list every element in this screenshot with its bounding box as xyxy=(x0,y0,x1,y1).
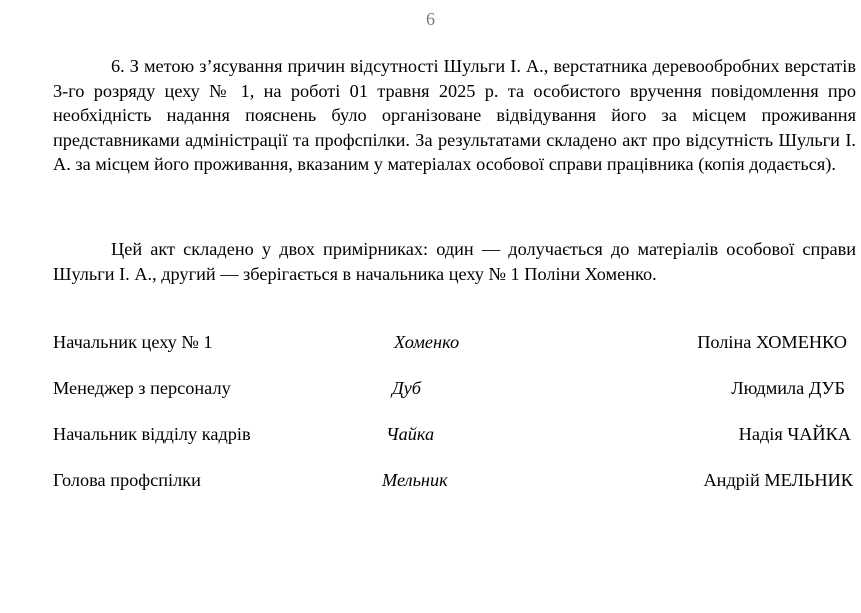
signature-row xyxy=(53,421,853,447)
signature-row xyxy=(53,375,853,401)
signatory-name: Поліна ХОМЕНКО xyxy=(697,332,847,352)
signatory-position: Голова профспілки xyxy=(53,470,201,490)
paragraph-absence-investigation: 6. З метою з’ясування причин відсутності Шульги І. А., верстатника деревообробних верстатів 3-го розряду цеху № 1, на роботі 01 травня 2025 р. та особистого вручення повідомлення про необхідність надання пояснень було організоване відвідування його за місцем проживання представниками адміністрації та профспілки. За результатами складено акт про відсутність Шульги І. А. за місцем його проживання, вказаним у матеріалах особової справи працівника (копія додається). xyxy=(53,56,856,174)
signatory-position: Начальник відділу кадрів xyxy=(53,424,251,444)
signatory-name: Надія ЧАЙКА xyxy=(738,424,851,444)
signatory-position: Начальник цеху № 1 xyxy=(53,332,213,352)
signature-row xyxy=(53,467,853,493)
handwritten-signature: Чайка xyxy=(386,424,435,444)
signatory-position: Менеджер з персоналу xyxy=(53,378,231,398)
handwritten-signature: Хоменко xyxy=(394,332,460,352)
signatory-name: Людмила ДУБ xyxy=(731,378,845,398)
handwritten-signature: Дуб xyxy=(392,378,421,398)
handwritten-signature: Мельник xyxy=(382,470,448,490)
signatory-name: Андрій МЕЛЬНИК xyxy=(703,470,853,490)
signature-row xyxy=(53,329,853,355)
page-number: 6 xyxy=(426,9,435,29)
paragraph-copies-note: Цей акт складено у двох примірниках: один — долучається до матеріалів особової справи Шульги І. А., другий — зберігається в начальника цеху № 1 Поліни Хоменко. xyxy=(53,239,856,284)
